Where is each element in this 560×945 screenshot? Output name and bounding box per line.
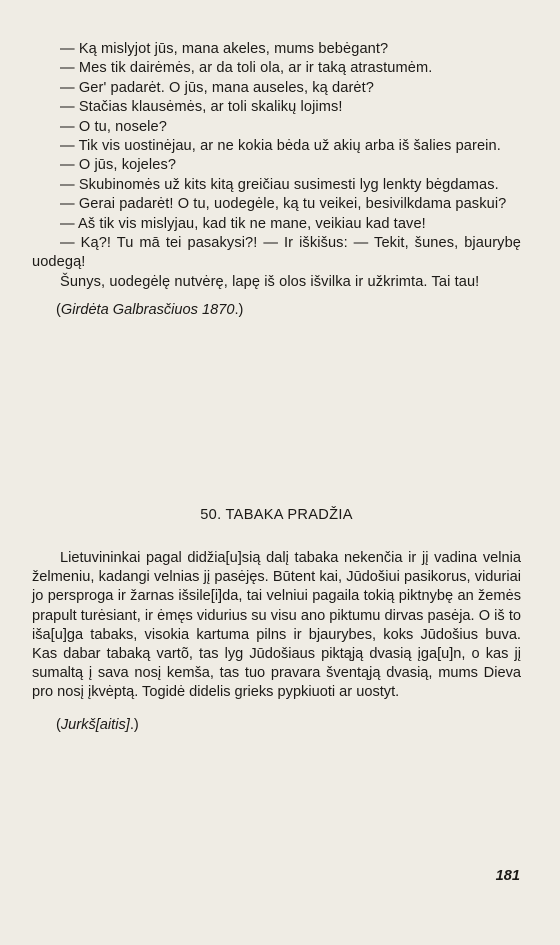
dialogue-line: — Ką mislyjot jūs, mana akeles, mums bebėgant? [60, 41, 389, 57]
story-source-note [32, 301, 521, 320]
dialogue-line: — Mes tik dairėmės, ar da toli ola, ar ir taką atrastumėm. [60, 60, 433, 77]
dialogue-line: — Gerai padarėt! O tu, uodegėle, ką tu veikei, besivilkdama paskui? [60, 196, 507, 213]
narrative-line: Šunys, uodegėlę nutvėrę, lapę iš olos išvilka ir užkrimta. Tai tau! [60, 273, 480, 290]
dialogue-line: — Ką?! Tu mā tei pasakysi?! — Ir iškišus: — Tekit, šunes, bjaurybę uodegą! [32, 235, 521, 271]
dialogue-line: — O tu, nosele? [60, 118, 167, 135]
dialogue-line: — Aš tik vis mislyjau, kad tik ne mane, veikiau kad tave! [60, 215, 426, 232]
section-paragraph: Lietuvininkai pagal didžia[u]sią dalį tabaka nekenčia ir jį vadina velnia želmeniu, kadangi velnias jį pasėjęs. Būtent kai, Jūdošiui pasikorus, viduriai jo persproga ir žarnas išsile[i]da, tai velniui pagaila tokią piktnybę an žemės prapult turėsiant, ir ėmęs vidurius su visu ano piktumu dirvas pasėja. O iš to iša[u]ga tabaks, visokia kartuma pilns ir bjaurybes, koks Jūdošius buva. Kas dabar tabaką vartõ, tas lyg Jūdošiaus piktąją dvasią įga[u]n, o kas jį sumaltą į sava nosį kemša, tas tuo pravara šventąją dvasią, mums Dieva pro nosį įkvėptą. Togidė didelis grieks pypkiuoti ar uostyt. [32, 550, 521, 701]
dialogue-line: — Stačias klausėmės, ar toli skalikų lojims! [60, 99, 343, 116]
story-text [32, 40, 521, 321]
source2-close: .) [129, 716, 139, 733]
page-number: 181 [495, 868, 520, 884]
section-heading: 50. TABAKA PRADŽIA [200, 507, 353, 523]
dialogue-line: — Skubinomės už kits kitą greičiau susimesti lyg lenkty bėgdamas. [60, 176, 499, 193]
section-source-note [32, 717, 521, 733]
dialogue-line: — Tik vis uostinėjau, ar ne kokia bėda už akių arba iš šalies parein. [60, 138, 501, 155]
source-close: .) [234, 302, 244, 319]
section-body [32, 549, 521, 733]
source-text: Girdėta Galbrasčiuos 1870 [60, 302, 235, 319]
source2-name: Jurkš[aitis] [60, 716, 130, 733]
dialogue-line: — O jūs, kojeles? [60, 157, 177, 174]
dialogue-line: — Ger' padarėt. O jūs, mana auseles, ką darėt? [60, 79, 375, 96]
source2-open-paren: ( [56, 716, 61, 733]
source-open-paren: ( [56, 302, 61, 319]
